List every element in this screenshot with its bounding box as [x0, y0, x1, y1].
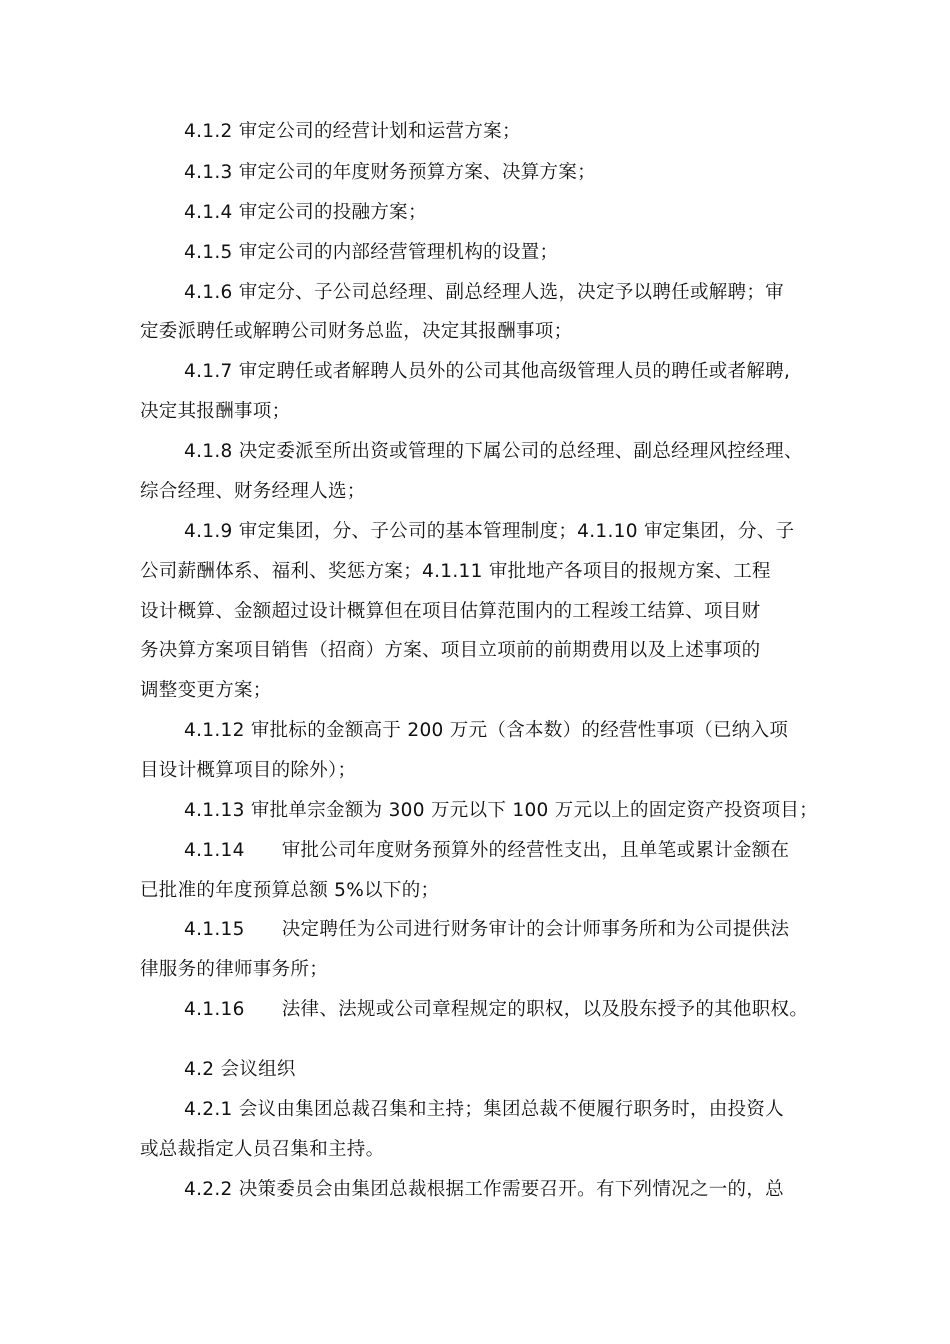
clause-4-1-13: 4.1.13 审批单宗金额为 300 万元以下 100 万元以上的固定资产投资项目；	[184, 800, 818, 821]
clause-4-2-2: 4.2.2 决策委员会由集团总裁根据工作需要召开。有下列情况之一的，总	[184, 1179, 784, 1200]
clause-4-1-4: 4.1.4 审定公司的投融方案；	[184, 202, 427, 223]
clause-4-1-11-cont-3: 调整变更方案；	[140, 680, 272, 701]
clause-4-1-10-cont: 公司薪酬体系、福利、奖惩方案；4.1.11 审批地产各项目的报规方案、工程	[140, 561, 771, 582]
clause-4-1-9: 4.1.9 审定集团，分、子公司的基本管理制度；4.1.10 审定集团，分、子	[184, 521, 795, 542]
clause-4-1-11-cont-2: 务决算方案项目销售（招商）方案、项目立项前的前期费用以及上述事项的	[140, 640, 761, 661]
clause-4-1-14-cont: 已批准的年度预算总额 5%以下的；	[140, 880, 440, 901]
clause-4-1-11-cont-1: 设计概算、金额超过设计概算但在项目估算范围内的工程竣工结算、项目财	[140, 601, 761, 622]
clause-4-1-7: 4.1.7 审定聘任或者解聘人员外的公司其他高级管理人员的聘任或者解聘,	[184, 361, 791, 382]
clause-4-1-16: 4.1.16 法律、法规或公司章程规定的职权，以及股东授予的其他职权。	[184, 999, 809, 1020]
clause-4-2-1: 4.2.1 会议由集团总裁召集和主持；集团总裁不便履行职务时，由投资人	[184, 1099, 784, 1120]
clause-4-1-12: 4.1.12 审批标的金额高于 200 万元（含本数）的经营性事项（已纳入项	[184, 720, 789, 741]
clause-4-1-14: 4.1.14 审批公司年度财务预算外的经营性支出，且单笔或累计金额在	[184, 840, 790, 861]
clause-4-1-15: 4.1.15 决定聘任为公司进行财务审计的会计师事务所和为公司提供法	[184, 919, 790, 940]
clause-4-1-15-cont: 律服务的律师事务所；	[140, 959, 329, 980]
clause-4-2-1-cont: 或总裁指定人员召集和主持。	[140, 1139, 385, 1160]
clause-4-1-6-cont: 定委派聘任或解聘公司财务总监，决定其报酬事项；	[140, 321, 573, 342]
clause-4-1-12-cont: 目设计概算项目的除外）；	[140, 760, 357, 781]
clause-4-1-2: 4.1.2 审定公司的经营计划和运营方案；	[184, 121, 521, 142]
clause-4-1-3: 4.1.3 审定公司的年度财务预算方案、决算方案；	[184, 162, 596, 183]
clause-4-1-6: 4.1.6 审定分、子公司总经理、副总经理人选，决定予以聘任或解聘；审	[184, 282, 784, 303]
clause-4-1-8: 4.1.8 决定委派至所出资或管理的下属公司的总经理、副总经理风控经理、	[184, 441, 803, 462]
section-4-2-heading: 4.2 会议组织	[184, 1059, 296, 1080]
clause-4-1-8-cont: 综合经理、财务经理人选；	[140, 481, 366, 502]
clause-4-1-7-cont: 决定其报酬事项；	[140, 401, 291, 422]
clause-4-1-5: 4.1.5 审定公司的内部经营管理机构的设置；	[184, 242, 559, 263]
